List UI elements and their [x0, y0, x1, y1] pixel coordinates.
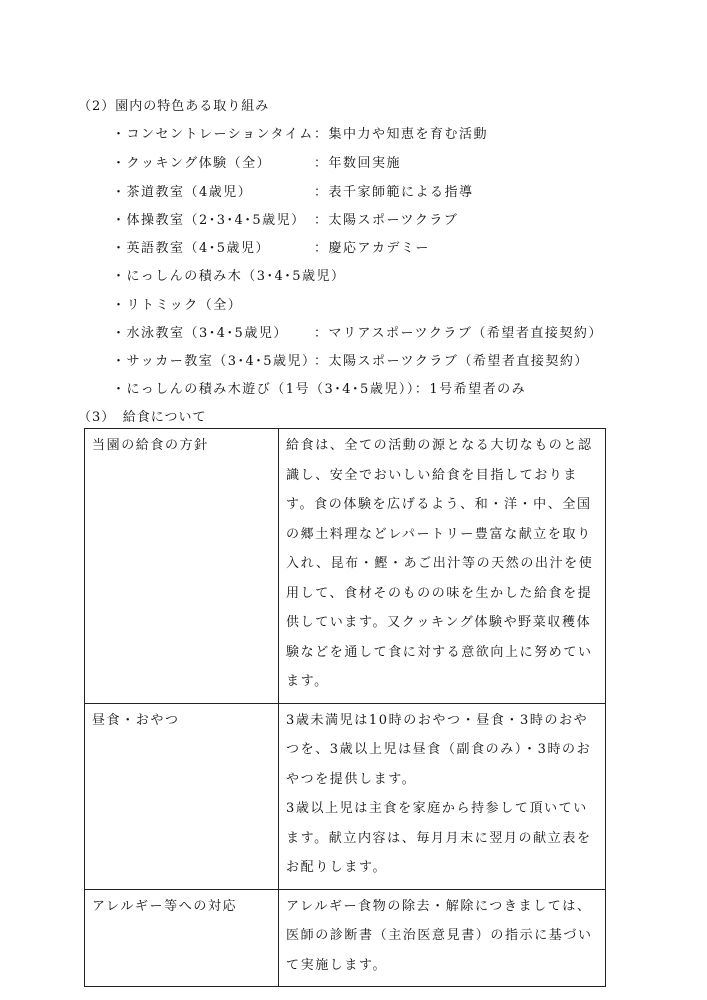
activity-name: ・にっしんの積み木遊び（1号（3･4･5歳児））：1号希望者のみ	[112, 382, 527, 397]
table-row	[85, 429, 606, 704]
activity-name: ・英語教室（4･5歳児）	[112, 241, 271, 256]
row-content	[279, 429, 606, 704]
activity-name: ・茶道教室（4歳児）	[112, 185, 253, 200]
activity-description: ：太陽スポーツクラブ（希望者直接契約）	[314, 354, 589, 369]
row-label: 昼食・おやつ	[85, 703, 279, 889]
paragraph: 給食は、全ての活動の源となる大切なものと認識し、安全でおいしい給食を目指しております。食の体験を広げるよう、和・洋・中、全国の郷土料理などレパートリー豊富な献立を取り入れ、昆布・鰹・あご出汁等の天然の出汁を使用して、食材そのものの味を生かした給食を提供しています。又クッキング体験や野菜収穫体験などを通して食に対する意欲向上に努めています。	[286, 438, 594, 689]
activity-description: ：慶応アカデミー	[314, 241, 430, 256]
table-row	[85, 703, 606, 889]
activity-name: ・コンセントレーションタイム	[112, 127, 314, 142]
activity-description: ：マリアスポーツクラブ（希望者直接契約）	[314, 326, 603, 341]
activity-name: ・サッカー教室（3･4･5歳児）	[112, 354, 317, 369]
activity-description: ：年数回実施	[314, 156, 402, 171]
table-row	[85, 889, 606, 987]
activity-name: ・体操教室（2･3･4･5歳児）	[112, 213, 306, 228]
row-label: アレルギー等への対応	[85, 889, 279, 987]
activity-description: ：集中力や知恵を育む活動	[314, 127, 489, 142]
school-lunch-table	[84, 428, 606, 987]
paragraph: 3歳未満児は10時のおやつ・昼食・3時のおやつを、3歳以上児は昼食（副食のみ）・3時のおやつを提供します。	[286, 712, 592, 787]
activity-name: ・クッキング体験（全）	[112, 156, 272, 171]
row-label: 当園の給食の方針	[85, 429, 279, 704]
paragraph: 3歳以上児は主食を家庭から持参して頂いています。献立内容は、毎月月末に翌月の献立表をお配りします。	[286, 801, 592, 875]
activity-name: ・リトミック（全）	[112, 298, 243, 313]
activity-description: ：太陽スポーツクラブ	[314, 213, 459, 228]
section-2-heading: （2）園内の特色ある取り組み	[78, 99, 270, 114]
activity-name: ・水泳教室（3･4･5歳児）	[112, 326, 288, 341]
paragraph: アレルギー食物の除去・解除につきましては、医師の診断書（主治医意見書）の指示に基づいて実施します。	[286, 898, 593, 973]
section-3-heading: （3） 給食について	[78, 410, 207, 425]
row-content	[279, 889, 606, 987]
activity-description: ：表千家師範による指導	[314, 185, 474, 200]
row-content	[279, 703, 606, 889]
activity-name: ・にっしんの積み木（3･4･5歳児）	[112, 269, 346, 284]
